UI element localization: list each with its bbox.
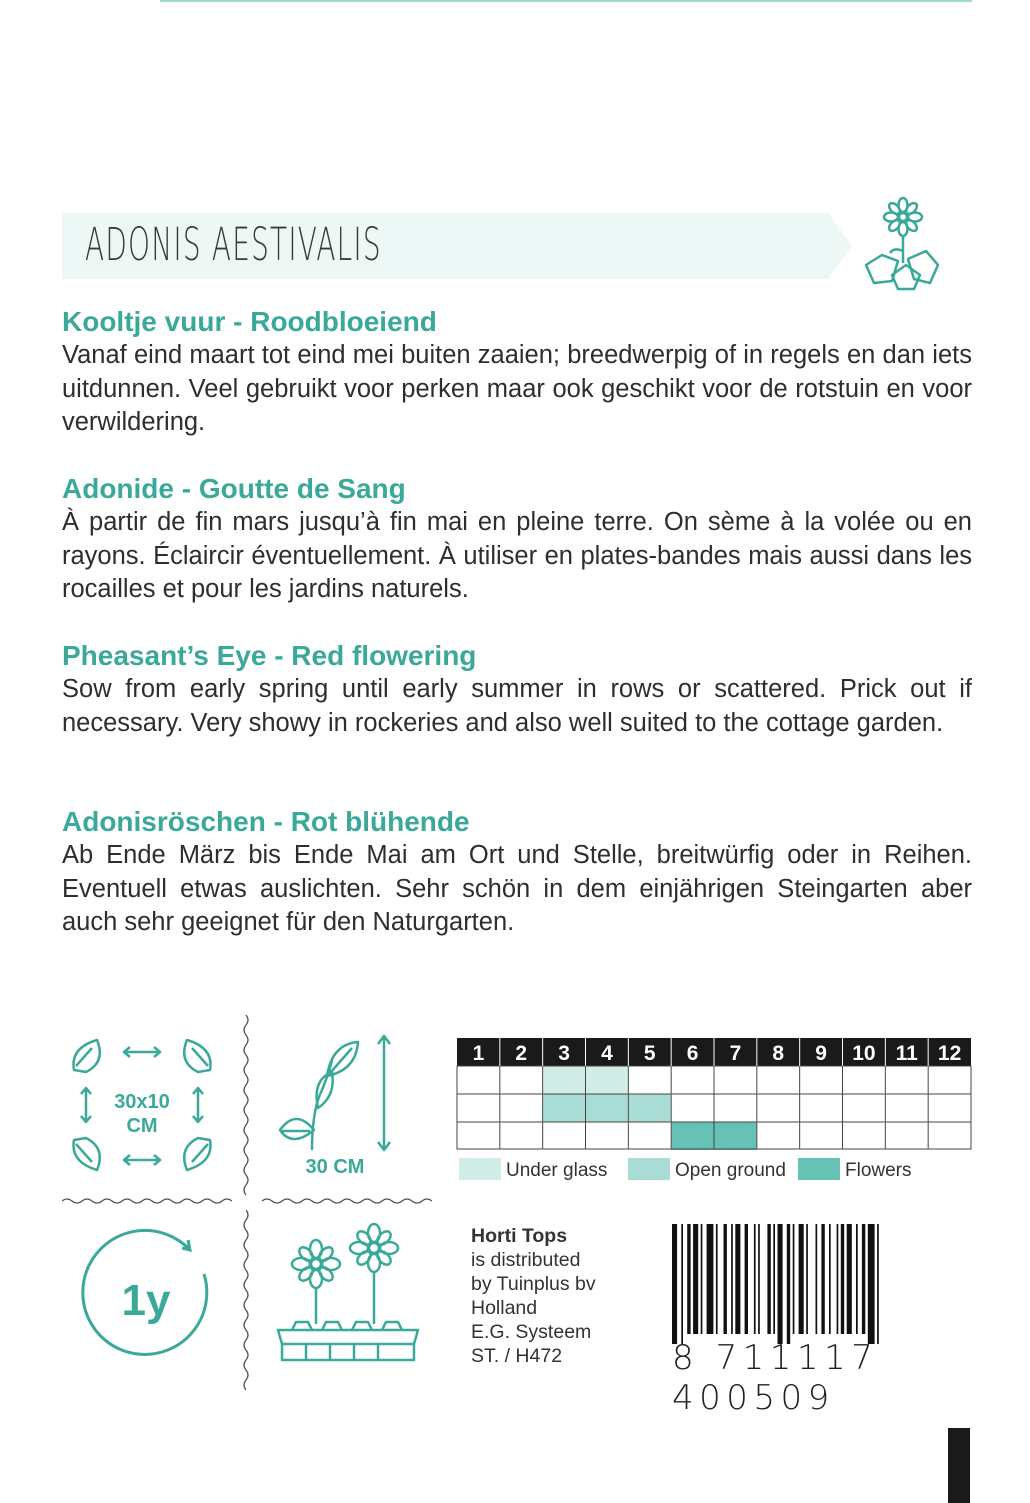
barcode-bar <box>841 1224 844 1334</box>
calendar-month-label: 10 <box>852 1042 876 1065</box>
barcode-bar <box>731 1224 733 1334</box>
distributor-info <box>471 1224 596 1368</box>
barcode-bar <box>758 1224 760 1334</box>
plant-height-icon <box>272 1030 422 1160</box>
barcode-number: 8 711117 400509 <box>672 1338 879 1418</box>
calendar-month-label: 3 <box>558 1042 570 1065</box>
wavy-divider-horizontal <box>62 1194 437 1208</box>
section-body: Vanaf eind maart tot eind mei buiten zaaien; breedwerpig of in regels en dan iets uitdunnen. Veel gebruikt voor perken maar ook geschikt voor de rotstuin en voor verwildering. <box>62 341 972 436</box>
barcode-bar <box>773 1224 775 1334</box>
spacing-value: 30x10 <box>114 1091 170 1113</box>
barcode-bar <box>687 1224 690 1334</box>
barcode-bar <box>754 1224 756 1334</box>
calendar-month-label: 12 <box>937 1042 962 1065</box>
barcode-bar <box>767 1224 770 1334</box>
barcode-bar <box>707 1224 714 1334</box>
barcode-bar <box>837 1224 839 1334</box>
calendar-cell-flowers <box>714 1122 757 1150</box>
spacing-unit: CM <box>126 1115 158 1137</box>
section-heading: Adonide - Goutte de Sang <box>62 473 406 504</box>
section-heading: Adonisröschen - Rot blühende <box>62 806 470 837</box>
legend-under-glass: Under glass <box>506 1160 608 1181</box>
barcode-bar <box>862 1224 865 1334</box>
barcode-bar <box>681 1224 683 1344</box>
barcode-bar <box>724 1224 727 1334</box>
barcode-bar <box>821 1224 824 1334</box>
calendar-cell-open-ground <box>586 1094 629 1122</box>
barcode-bar <box>716 1224 718 1334</box>
barcode-bar <box>816 1224 818 1334</box>
calendar-month-label: 7 <box>729 1042 742 1065</box>
calendar-cell-under-glass <box>543 1066 586 1094</box>
distributor-line: ST. / H472 <box>471 1345 563 1367</box>
calendar-month-label: 2 <box>515 1042 528 1065</box>
section-body: Ab Ende März bis Ende Mai am Ort und Stelle, breitwürfig oder in Reihen. Eventuell etwas auslichten. Sehr schön in dem einjährigen Steingarten aber auch sehr geeignet für den Naturgarten. <box>62 841 972 936</box>
calendar-month-label: 4 <box>601 1042 613 1065</box>
legend-swatch-flowers <box>798 1158 840 1180</box>
section-heading: Pheasant’s Eye - Red flowering <box>62 640 477 671</box>
distributor-line: Holland <box>471 1297 538 1319</box>
distributor-line: by Tuinplus bv <box>471 1273 596 1295</box>
barcode-bar <box>877 1224 879 1344</box>
barcode <box>670 1224 970 1344</box>
legend-swatch-under-glass <box>459 1158 501 1180</box>
calendar-cell-flowers <box>671 1122 714 1150</box>
calendar-cell-open-ground <box>543 1094 586 1122</box>
barcode-bar <box>735 1224 740 1334</box>
calendar-month-label: 1 <box>472 1042 485 1065</box>
legend-swatch-open-ground <box>628 1158 670 1180</box>
section-body: Sow from early spring until early summer in rows or scattered. Prick out if necessary. Very showy in rockeries and also well suited to the cottage garden. <box>62 675 972 737</box>
calendar-month-label: 8 <box>772 1042 785 1065</box>
section-german <box>62 805 972 940</box>
section-dutch <box>62 305 972 440</box>
section-english <box>62 639 972 740</box>
barcode-bar <box>701 1224 703 1334</box>
barcode-bar <box>787 1224 790 1344</box>
barcode-bar <box>847 1224 852 1334</box>
legend-open-ground: Open ground <box>675 1160 786 1181</box>
top-divider <box>160 0 972 2</box>
calendar-month-label: 9 <box>815 1042 827 1065</box>
calendar-month-label: 11 <box>895 1042 918 1065</box>
edge-mark <box>948 1428 970 1503</box>
spacing-label <box>100 1090 184 1138</box>
seedling-tray-icon <box>268 1220 428 1370</box>
brand-name: Horti Tops <box>471 1225 568 1247</box>
product-title: ADONIS AESTIVALIS <box>85 218 382 271</box>
barcode-bar <box>693 1224 698 1334</box>
section-french <box>62 472 972 607</box>
calendar-month-label: 6 <box>686 1042 699 1065</box>
distributor-line: is distributed <box>471 1249 581 1271</box>
distributor-line: E.G. Systeem <box>471 1321 592 1343</box>
barcode-bar <box>806 1224 808 1334</box>
barcode-bar <box>745 1224 748 1334</box>
calendar-cell-under-glass <box>586 1066 629 1094</box>
calendar-month-label: 5 <box>643 1042 656 1065</box>
section-heading: Kooltje vuur - Roodbloeiend <box>62 306 437 337</box>
seed-plant-logo-icon <box>858 195 948 295</box>
barcode-bar <box>799 1224 804 1334</box>
barcode-bar <box>793 1224 795 1334</box>
calendar-cell-open-ground <box>628 1094 671 1122</box>
barcode-bar <box>829 1224 831 1334</box>
barcode-bar <box>856 1224 858 1334</box>
barcode-bar <box>868 1224 875 1344</box>
lifecycle-label: 1y <box>121 1276 171 1325</box>
legend-flowers: Flowers <box>845 1160 912 1181</box>
section-body: À partir de fin mars jusqu’à fin mai en pleine terre. On sème à la volée ou en rayons. Éclaircir éventuellement. À utiliser en plates-bandes mais aussi dans les rocailles et pour les jardins naturels. <box>62 508 972 603</box>
height-label: 30 CM <box>305 1156 365 1178</box>
barcode-bar <box>672 1224 677 1344</box>
sowing-calendar <box>456 1037 974 1152</box>
barcode-bar <box>778 1224 783 1344</box>
